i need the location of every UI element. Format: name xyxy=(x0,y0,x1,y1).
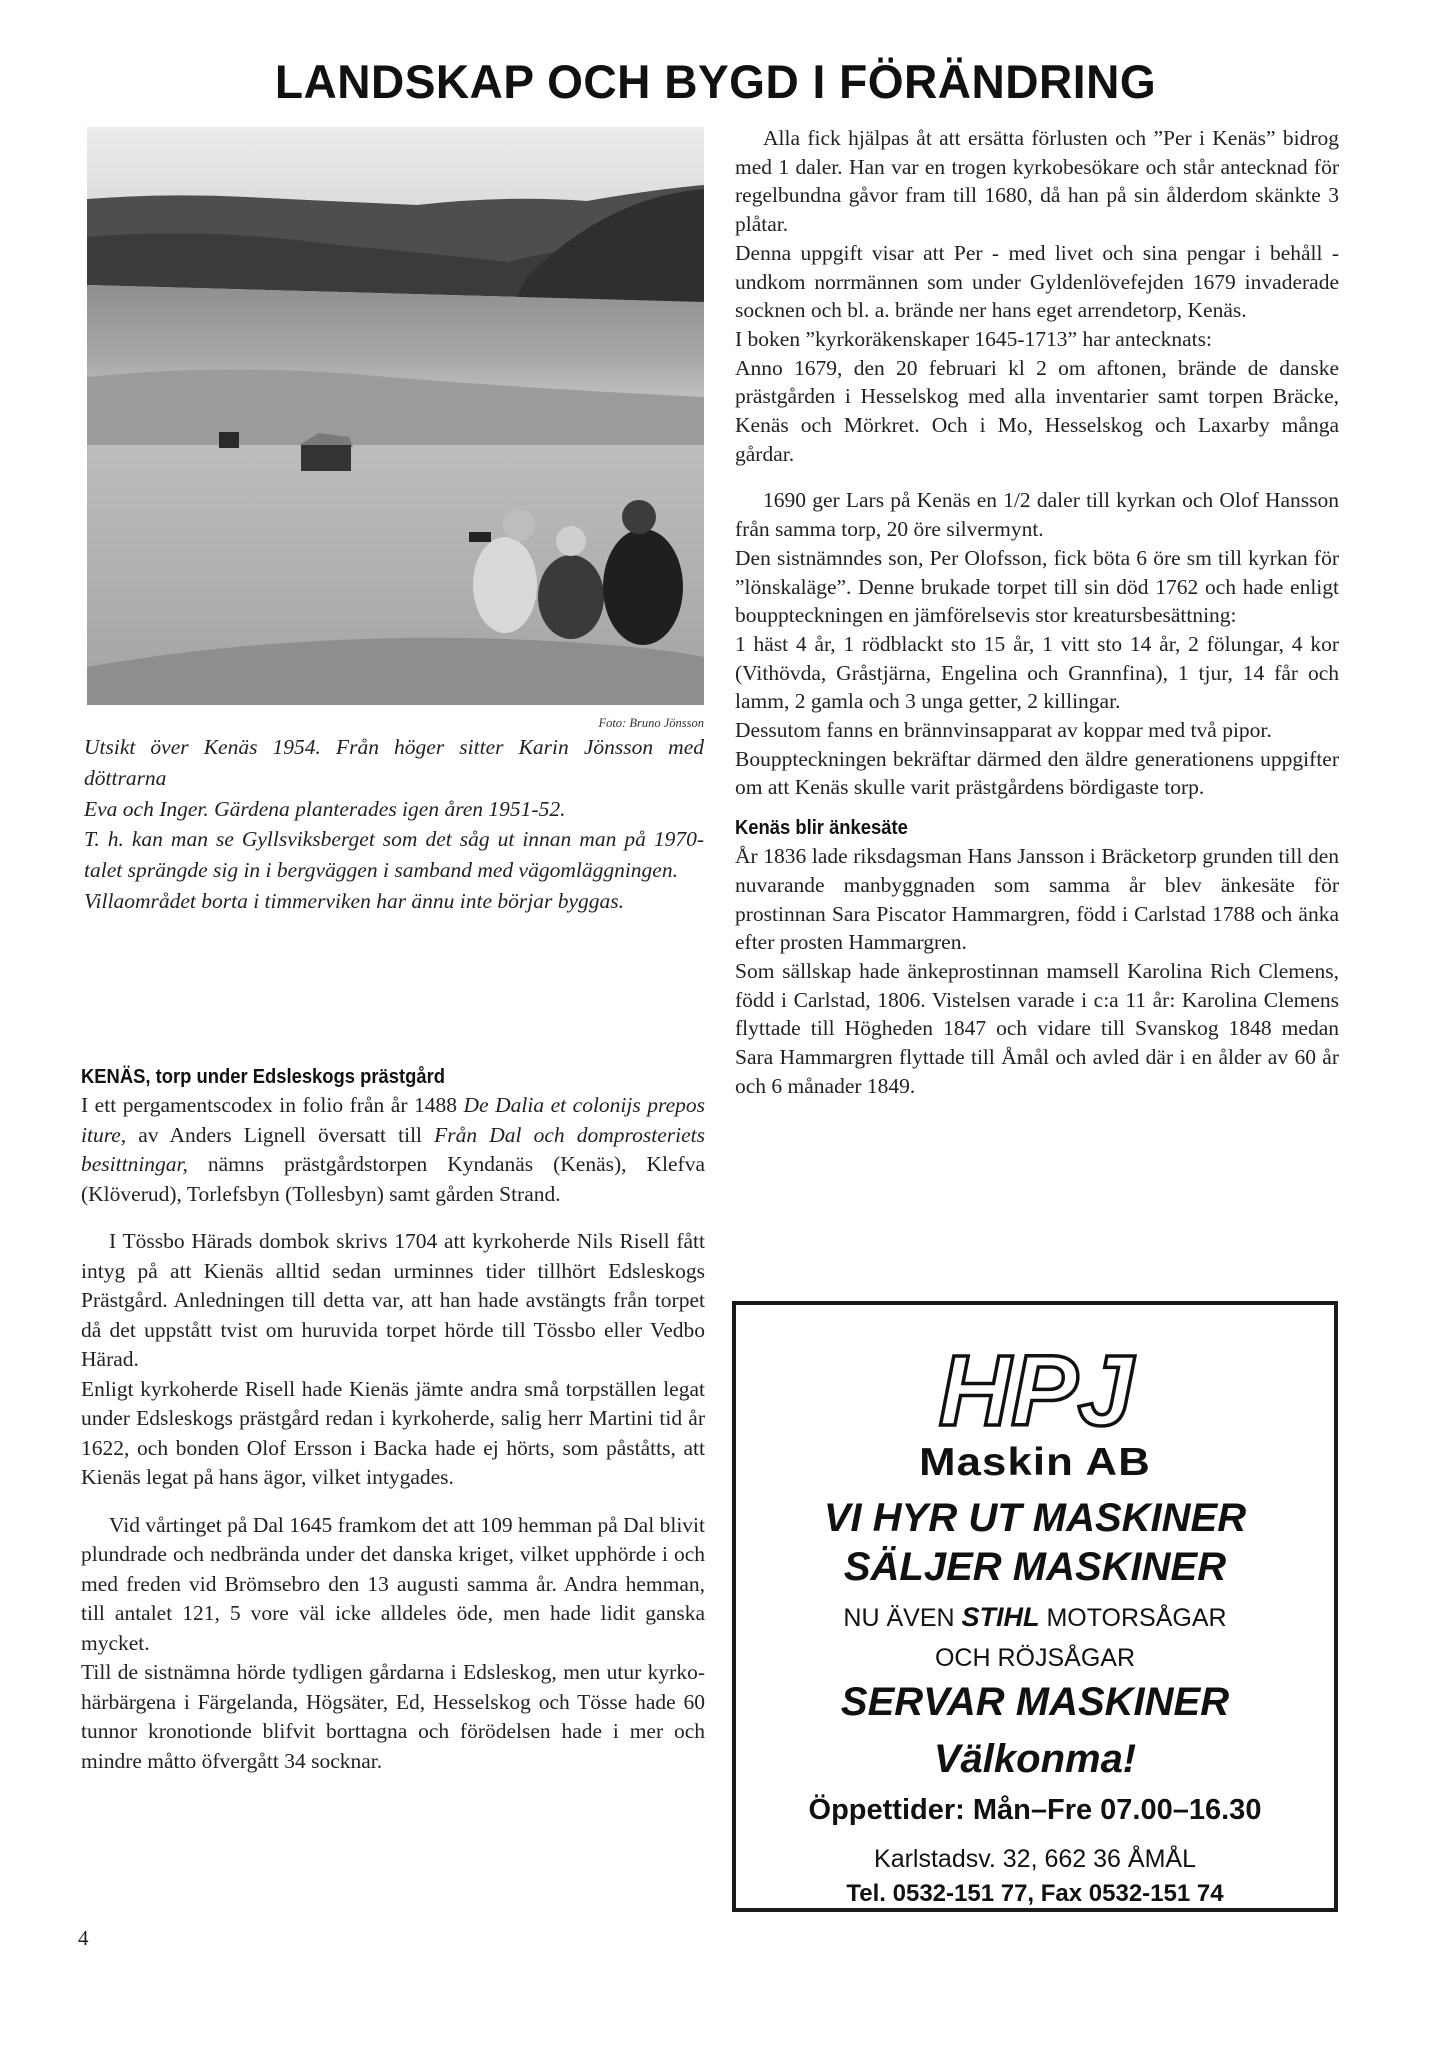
page-title: LANDSKAP OCH BYGD I FÖRÄNDRING xyxy=(274,55,1157,108)
advertisement-box xyxy=(732,1301,1338,1912)
ad-service-line: SERVAR MASKINER xyxy=(840,1680,1230,1724)
ad-welcome: Välkonma! xyxy=(933,1737,1137,1781)
paragraph: I boken ”kyrkoräkenskaper 1645-1713” har antecknats: xyxy=(735,326,1212,351)
intro-paragraph xyxy=(81,1091,705,1209)
paragraph: Vid vårtinget på Dal 1645 framkom det att 109 hemman på Dal blivit plundrade och nedbrända under det danska kriget, vilket upphörde i och med freden vid Brömsebro den 13 augusti samma år. Andra hemman, till antalet 121, 5 vore väl icke alldeles öde, men hade lidit ganska mycket. xyxy=(81,1512,705,1655)
ad-stihl-line xyxy=(736,1602,1334,1633)
paragraph: Alla fick hjälpas åt att ersätta förlusten och ”Per i Kenäs” bidrog med 1 daler. Han var en trogen kyrkobesökare och står antecknad för regelbundna gåvor fram till 1680, då han på sin ålderdom skänkte 3 plåtar. xyxy=(735,126,1339,237)
paragraph: Enligt kyrkoherde Risell hade Kienäs jämte andra små torpställen legat under Edsleskogs prästgård redan i kyrkoherde, salig herr Martini tid år 1622, och bonden Olof Ersson i Backa hade ej hörts, som påståtts, att Kienäs legat på hans ägor, vilket intygades. xyxy=(81,1376,705,1489)
photo-caption xyxy=(84,732,704,917)
paragraph: Som sällskap hade änkeprostinnan mamsell Karolina Rich Clemens, född i Carlstad, 1806. Vistelsen varade i c:a 11 år: Karolina Clemens flyttade till Högheden 1847 och vidare till Svanskog 1848 medan Sara Hammargren flyttade till Åmål och avled där i en ålder av 60 år och 6 månader 1849. xyxy=(735,958,1339,1098)
page-number: 4 xyxy=(78,1926,89,1950)
ad-phone-fax: Tel. 0532-151 77, Fax 0532-151 74 xyxy=(846,1880,1224,1907)
left-column xyxy=(81,1063,705,1776)
opening-hours: Öppettider: Mån–Fre 07.00–16.30 xyxy=(808,1794,1262,1826)
caption-line: Villaområdet borta i timmerviken har ännu inte börjar byggas. xyxy=(84,888,625,913)
caption-line: Eva och Inger. Gärdena planterades igen åren 1951-52. xyxy=(84,796,566,821)
cottage xyxy=(301,445,351,471)
ad-sell-line: SÄLJER MASKINER xyxy=(843,1545,1227,1589)
photo-illustration xyxy=(87,127,704,705)
text: I ett pergamentscodex in folio från år 1488 xyxy=(81,1093,464,1117)
ad-rent-line: VI HYR UT MASKINER xyxy=(823,1496,1247,1540)
ad-clearing-saws-line: OCH RÖJSÅGAR xyxy=(934,1644,1136,1672)
photo-credit: Foto: Bruno Jönsson xyxy=(598,716,704,730)
paragraph: År 1836 lade riksdagsman Hans Jansson i Bräcketorp grunden till den nuvarande manbyggnaden som samma år blev änkesäte för prostinnan Sara Piscator Hammargren, född i Carlstad 1788 och änka efter prosten Hammargren. xyxy=(735,844,1339,955)
stihl-brand: STIHL xyxy=(961,1602,1040,1632)
livestock-list: 1 häst 4 år, 1 rödblackt sto 15 år, 1 vitt sto 14 år, 2 fölungar, 4 kor (Vithövda, Gråstjärna, Engelina och Grannfina), 1 tjur, 14 får och lamm, 2 gamla och 3 unga getter, 2 killingar. xyxy=(735,631,1339,714)
latin-title: De Dalia et colonijs prepos iture, xyxy=(81,1093,705,1147)
person-2 xyxy=(538,555,604,639)
text: av Anders Lignell översatt till xyxy=(126,1122,435,1147)
text: NU ÄVEN xyxy=(843,1604,962,1632)
paragraph: Till de sistnämna hörde tydligen gårdarna i Edsleskog, men utur kyrko-härbärgena i Färgelanda, Högsäter, Ed, Hesselskog och Tösse hade 60 tunnor kronotionde blifvit borttagna och förödelsen hade i mer och mindre måtto öfvergått 34 socknar. xyxy=(81,1660,705,1773)
person-1 xyxy=(473,537,537,633)
landscape-photo xyxy=(87,127,704,705)
caption-line: T. h. kan man se Gyllsviksberget som det såg ut innan man på 1970- talet sprängde sig in i bergväggen i samband med vägomläggningen. xyxy=(84,827,704,883)
section-heading: KENÄS, torp under Edsleskogs prästgård xyxy=(81,1066,445,1088)
paragraph: Den sistnämndes son, Per Olofsson, fick böta 6 öre sm till kyrkan för ”lönskaläge”. Denne brukade torpet till sin död 1762 och hade enligt bouppteckningen en jämförelsevis stor kreatursbesättning: xyxy=(735,545,1339,628)
book-title: Från Dal och domprosteriets besittningar, xyxy=(81,1122,705,1176)
text: MOTORSÅGAR xyxy=(1039,1604,1227,1632)
paragraph: Denna uppgift visar att Per - med livet och sina pengar i behåll - undkom norrmännen som under Gyldenlövefejden 1679 invaderade socknen och bl. a. brände ner hans eget arrendetorp, Kenäs. xyxy=(735,240,1339,323)
right-column xyxy=(735,124,1339,1101)
sky xyxy=(87,127,704,207)
paragraph: I Tössbo Härads dombok skrivs 1704 att kyrkoherde Nils Risell fått intyg på att Kienäs alltid sedan urminnes tider tillhört Edsleskogs Prästgård. Anledningen till detta var, att han hade avstängts från torpet då det uppstått tvist om huruvida torpet hörde till Tössbo eller Vedbo Härad. xyxy=(81,1229,705,1371)
paragraph: Bouppteckningen bekräftar därmed den äldre generationens uppgifter om att Kenäs skulle varit prästgårdens bördigaste torp. xyxy=(735,746,1339,800)
company-name: Maskin AB xyxy=(919,1441,1151,1484)
barn xyxy=(219,432,239,448)
paragraph: 1690 ger Lars på Kenäs en 1/2 daler till kyrkan och Olof Hansson från samma torp, 20 öre silvermynt. xyxy=(735,488,1339,542)
section-heading: Kenäs blir änkesäte xyxy=(735,817,908,840)
hpj-logo xyxy=(906,1343,1166,1438)
text: nämns prästgårdstorpen Kyndanäs (Kenäs), Klefva (Klöverud), Torlefsbyn (Tollesbyn) samt gården Strand. xyxy=(81,1152,705,1206)
caption-line: Utsikt över Kenäs 1954. Från höger sitter Karin Jönsson med döttrarna xyxy=(84,735,704,790)
paragraph: Anno 1679, den 20 februari kl 2 om aftonen, brände de danske prästgården i Hesselskog med alla inventarier samt torpen Bräcke, Kenäs och Mörkret. Och i Mo, Hesselskog och Laxarby många gårdar. xyxy=(735,355,1339,466)
person-3 xyxy=(603,529,683,645)
logo-text: HPJ xyxy=(938,1343,1134,1438)
hpj-logo-icon xyxy=(906,1343,1166,1438)
paragraph: Dessutom fanns en brännvinsapparat av koppar med två pipor. xyxy=(735,718,1272,743)
ad-address: Karlstadsv. 32, 662 36 ÅMÅL xyxy=(874,1845,1196,1873)
